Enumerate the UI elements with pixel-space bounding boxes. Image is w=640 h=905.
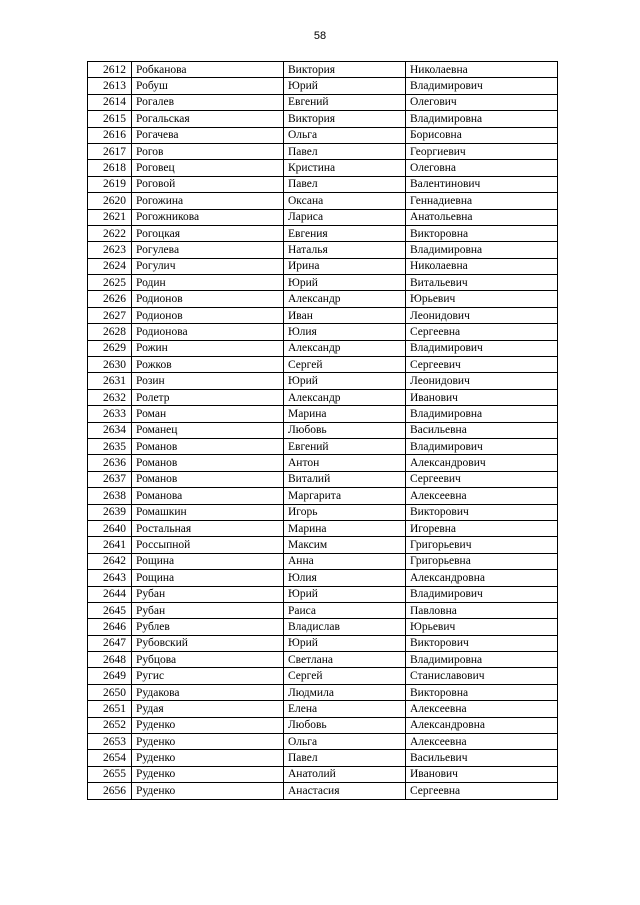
row-number-cell: 2632 [88,389,132,405]
patronymic-cell: Юрьевич [406,291,558,307]
row-number-cell: 2614 [88,94,132,110]
first-name-cell: Антон [284,455,406,471]
first-name-cell: Ольга [284,127,406,143]
table-row [88,652,558,668]
first-name-cell: Раиса [284,602,406,618]
table-row [88,160,558,176]
patronymic-cell: Павловна [406,602,558,618]
last-name-cell: Рублев [132,619,284,635]
patronymic-cell: Викторович [406,635,558,651]
first-name-cell: Юрий [284,635,406,651]
patronymic-cell: Олегович [406,94,558,110]
last-name-cell: Рубцова [132,652,284,668]
row-number-cell: 2648 [88,652,132,668]
first-name-cell: Лариса [284,209,406,225]
patronymic-cell: Сергеевич [406,357,558,373]
table-row [88,537,558,553]
first-name-cell: Марина [284,406,406,422]
table-row [88,94,558,110]
first-name-cell: Анастасия [284,783,406,799]
row-number-cell: 2624 [88,258,132,274]
patronymic-cell: Владимирович [406,438,558,454]
last-name-cell: Рубан [132,602,284,618]
row-number-cell: 2654 [88,750,132,766]
table-row [88,143,558,159]
row-number-cell: 2655 [88,766,132,782]
last-name-cell: Рогожникова [132,209,284,225]
patronymic-cell: Григорьевич [406,537,558,553]
first-name-cell: Виктория [284,111,406,127]
last-name-cell: Руденко [132,734,284,750]
patronymic-cell: Леонидович [406,373,558,389]
last-name-cell: Родионов [132,307,284,323]
last-name-cell: Рогалев [132,94,284,110]
row-number-cell: 2645 [88,602,132,618]
last-name-cell: Романов [132,471,284,487]
last-name-cell: Рогоцкая [132,225,284,241]
name-registry-table [87,61,558,800]
row-number-cell: 2653 [88,734,132,750]
first-name-cell: Владислав [284,619,406,635]
first-name-cell: Оксана [284,193,406,209]
first-name-cell: Ирина [284,258,406,274]
table-row [88,193,558,209]
first-name-cell: Сергей [284,668,406,684]
first-name-cell: Елена [284,701,406,717]
last-name-cell: Ругис [132,668,284,684]
first-name-cell: Александр [284,389,406,405]
last-name-cell: Роман [132,406,284,422]
patronymic-cell: Александрович [406,455,558,471]
first-name-cell: Кристина [284,160,406,176]
patronymic-cell: Владимирович [406,78,558,94]
row-number-cell: 2618 [88,160,132,176]
row-number-cell: 2613 [88,78,132,94]
patronymic-cell: Владимировна [406,242,558,258]
patronymic-cell: Владимирович [406,586,558,602]
table-row [88,225,558,241]
table-row [88,488,558,504]
table-row [88,258,558,274]
patronymic-cell: Владимировна [406,406,558,422]
last-name-cell: Рогачева [132,127,284,143]
patronymic-cell: Сергеевна [406,324,558,340]
first-name-cell: Павел [284,176,406,192]
table-row [88,438,558,454]
first-name-cell: Игорь [284,504,406,520]
row-number-cell: 2627 [88,307,132,323]
last-name-cell: Робуш [132,78,284,94]
row-number-cell: 2617 [88,143,132,159]
row-number-cell: 2651 [88,701,132,717]
last-name-cell: Родин [132,275,284,291]
table-row [88,291,558,307]
patronymic-cell: Геннадиевна [406,193,558,209]
row-number-cell: 2622 [88,225,132,241]
row-number-cell: 2649 [88,668,132,684]
table-row [88,783,558,799]
table-row [88,209,558,225]
patronymic-cell: Сергеевич [406,471,558,487]
row-number-cell: 2619 [88,176,132,192]
row-number-cell: 2642 [88,553,132,569]
last-name-cell: Рощина [132,570,284,586]
row-number-cell: 2635 [88,438,132,454]
table-row [88,520,558,536]
first-name-cell: Павел [284,750,406,766]
table-row [88,176,558,192]
last-name-cell: Рогожина [132,193,284,209]
patronymic-cell: Васильевна [406,422,558,438]
first-name-cell: Павел [284,143,406,159]
patronymic-cell: Сергеевна [406,783,558,799]
patronymic-cell: Владимирович [406,340,558,356]
last-name-cell: Рогулич [132,258,284,274]
table-row [88,668,558,684]
first-name-cell: Юрий [284,275,406,291]
table-row [88,373,558,389]
table-row [88,570,558,586]
patronymic-cell: Алексеевна [406,701,558,717]
table-row [88,553,558,569]
last-name-cell: Рудая [132,701,284,717]
patronymic-cell: Васильевич [406,750,558,766]
patronymic-cell: Георгиевич [406,143,558,159]
table-row [88,717,558,733]
table-row [88,307,558,323]
first-name-cell: Юлия [284,570,406,586]
first-name-cell: Юрий [284,78,406,94]
first-name-cell: Любовь [284,422,406,438]
table-row [88,684,558,700]
table-row [88,602,558,618]
last-name-cell: Рожков [132,357,284,373]
patronymic-cell: Валентинович [406,176,558,192]
table-row [88,340,558,356]
row-number-cell: 2650 [88,684,132,700]
row-number-cell: 2631 [88,373,132,389]
row-number-cell: 2637 [88,471,132,487]
table-row [88,324,558,340]
row-number-cell: 2629 [88,340,132,356]
first-name-cell: Александр [284,340,406,356]
row-number-cell: 2612 [88,62,132,78]
patronymic-cell: Иванович [406,389,558,405]
last-name-cell: Рубовский [132,635,284,651]
patronymic-cell: Иванович [406,766,558,782]
table-row [88,619,558,635]
table-row [88,504,558,520]
last-name-cell: Ромашкин [132,504,284,520]
last-name-cell: Робканова [132,62,284,78]
table-row [88,389,558,405]
first-name-cell: Юлия [284,324,406,340]
first-name-cell: Иван [284,307,406,323]
row-number-cell: 2641 [88,537,132,553]
table-row [88,455,558,471]
table-row [88,422,558,438]
first-name-cell: Евгений [284,94,406,110]
row-number-cell: 2638 [88,488,132,504]
row-number-cell: 2656 [88,783,132,799]
patronymic-cell: Юрьевич [406,619,558,635]
first-name-cell: Светлана [284,652,406,668]
first-name-cell: Юрий [284,586,406,602]
patronymic-cell: Алексеевна [406,488,558,504]
first-name-cell: Сергей [284,357,406,373]
patronymic-cell: Викторович [406,504,558,520]
first-name-cell: Наталья [284,242,406,258]
table-row [88,766,558,782]
patronymic-cell: Алексеевна [406,734,558,750]
row-number-cell: 2625 [88,275,132,291]
patronymic-cell: Игоревна [406,520,558,536]
row-number-cell: 2626 [88,291,132,307]
table-row [88,734,558,750]
row-number-cell: 2652 [88,717,132,733]
last-name-cell: Роговой [132,176,284,192]
first-name-cell: Любовь [284,717,406,733]
row-number-cell: 2620 [88,193,132,209]
patronymic-cell: Викторовна [406,684,558,700]
last-name-cell: Ролетр [132,389,284,405]
first-name-cell: Маргарита [284,488,406,504]
last-name-cell: Рогулева [132,242,284,258]
last-name-cell: Руденко [132,783,284,799]
patronymic-cell: Витальевич [406,275,558,291]
last-name-cell: Розин [132,373,284,389]
patronymic-cell: Владимировна [406,652,558,668]
row-number-cell: 2623 [88,242,132,258]
row-number-cell: 2647 [88,635,132,651]
row-number-cell: 2640 [88,520,132,536]
table-row [88,635,558,651]
patronymic-cell: Борисовна [406,127,558,143]
row-number-cell: 2630 [88,357,132,373]
row-number-cell: 2616 [88,127,132,143]
last-name-cell: Ростальная [132,520,284,536]
row-number-cell: 2646 [88,619,132,635]
last-name-cell: Рудакова [132,684,284,700]
last-name-cell: Руденко [132,766,284,782]
table-row [88,471,558,487]
last-name-cell: Романова [132,488,284,504]
last-name-cell: Руденко [132,717,284,733]
last-name-cell: Родионова [132,324,284,340]
last-name-cell: Рожин [132,340,284,356]
first-name-cell: Юрий [284,373,406,389]
row-number-cell: 2634 [88,422,132,438]
row-number-cell: 2621 [88,209,132,225]
first-name-cell: Анна [284,553,406,569]
first-name-cell: Виталий [284,471,406,487]
table-row [88,242,558,258]
first-name-cell: Максим [284,537,406,553]
last-name-cell: Россыпной [132,537,284,553]
table-row [88,62,558,78]
table-row [88,275,558,291]
last-name-cell: Романов [132,455,284,471]
row-number-cell: 2636 [88,455,132,471]
patronymic-cell: Викторовна [406,225,558,241]
table-row [88,701,558,717]
first-name-cell: Евгения [284,225,406,241]
patronymic-cell: Анатольевна [406,209,558,225]
table-row [88,127,558,143]
patronymic-cell: Николаевна [406,258,558,274]
last-name-cell: Романов [132,438,284,454]
first-name-cell: Евгений [284,438,406,454]
patronymic-cell: Леонидович [406,307,558,323]
first-name-cell: Ольга [284,734,406,750]
table-row [88,78,558,94]
first-name-cell: Анатолий [284,766,406,782]
last-name-cell: Роговец [132,160,284,176]
row-number-cell: 2644 [88,586,132,602]
first-name-cell: Марина [284,520,406,536]
patronymic-cell: Григорьевна [406,553,558,569]
row-number-cell: 2628 [88,324,132,340]
last-name-cell: Родионов [132,291,284,307]
table-row [88,406,558,422]
table-row [88,750,558,766]
patronymic-cell: Александровна [406,717,558,733]
patronymic-cell: Владимировна [406,111,558,127]
patronymic-cell: Александровна [406,570,558,586]
last-name-cell: Руденко [132,750,284,766]
first-name-cell: Виктория [284,62,406,78]
row-number-cell: 2639 [88,504,132,520]
row-number-cell: 2643 [88,570,132,586]
row-number-cell: 2633 [88,406,132,422]
last-name-cell: Рощина [132,553,284,569]
patronymic-cell: Олеговна [406,160,558,176]
page-number: 58 [313,30,327,42]
last-name-cell: Рогов [132,143,284,159]
first-name-cell: Александр [284,291,406,307]
table-row [88,111,558,127]
patronymic-cell: Николаевна [406,62,558,78]
row-number-cell: 2615 [88,111,132,127]
last-name-cell: Рубан [132,586,284,602]
last-name-cell: Рогальская [132,111,284,127]
table-row [88,586,558,602]
last-name-cell: Романец [132,422,284,438]
patronymic-cell: Станиславович [406,668,558,684]
registry-body [88,62,558,800]
table-row [88,357,558,373]
first-name-cell: Людмила [284,684,406,700]
